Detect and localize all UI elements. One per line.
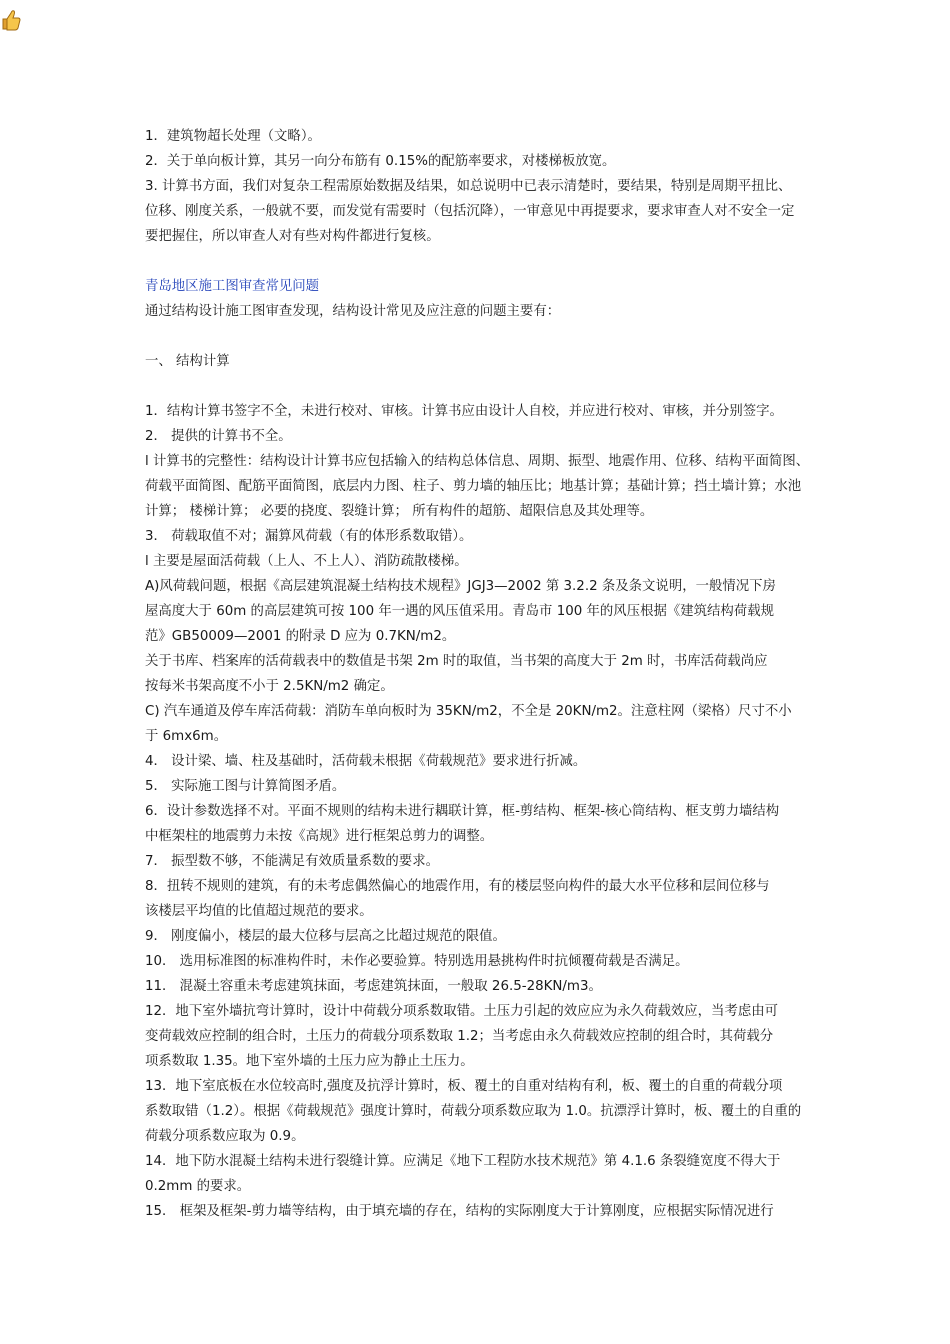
issue-paragraph xyxy=(145,924,825,949)
text-line: 按每米书架高度不小于 2.5KN/m2 确定。 xyxy=(145,679,394,694)
issue-paragraph xyxy=(145,574,825,649)
issue-paragraph xyxy=(145,799,825,849)
thumbs-up-icon xyxy=(0,8,22,32)
text-line: 3． 荷载取值不对；漏算风荷载（有的体形系数取错）。 xyxy=(145,529,473,544)
text-line: l 计算书的完整性：结构设计计算书应包括输入的结构总体信息、周期、振型、地震作用、位移、结构平面简图、 xyxy=(145,454,810,469)
issue-paragraph xyxy=(145,749,825,774)
text-line: 0.2mm 的要求。 xyxy=(145,1179,251,1194)
top-notes xyxy=(145,124,825,249)
note-paragraph xyxy=(145,174,825,249)
issue-paragraph xyxy=(145,1149,825,1199)
text-line: 该楼层平均值的比值超过规范的要求。 xyxy=(145,904,373,919)
text-line: 10． 选用标准图的标准构件时，未作必要验算。特别选用悬挑构件时抗倾覆荷载是否满足。 xyxy=(145,954,689,969)
issue-paragraph xyxy=(145,524,825,549)
issue-paragraph xyxy=(145,449,825,524)
text-line: 1．结构计算书签字不全，未进行校对、审核。计算书应由设计人自校，并应进行校对、审核，并分别签字。 xyxy=(145,404,783,419)
text-line: 荷载分项系数应取为 0.9。 xyxy=(145,1129,305,1144)
text-line: 项系数取 1.35。地下室外墙的土压力应为静止土压力。 xyxy=(145,1054,474,1069)
text-line: 范》GB50009—2001 的附录 D 应为 0.7KN/m2。 xyxy=(145,629,456,644)
issue-paragraph xyxy=(145,999,825,1074)
issue-paragraph xyxy=(145,549,825,574)
text-line: 位移、刚度关系，一般就不要，而发觉有需要时（包括沉降），一审意见中再提要求，要求审查人对不安全一定 xyxy=(145,204,795,219)
issue-paragraph xyxy=(145,849,825,874)
text-line: C) 汽车通道及停车库活荷载：消防车单向板时为 35KN/m2，不全是 20KN/m2。注意柱网（梁格）尺寸不小 xyxy=(145,704,792,719)
text-line: 1．建筑物超长处理（文略）。 xyxy=(145,129,321,144)
issue-paragraph xyxy=(145,949,825,974)
text-line: 11． 混凝土容重未考虑建筑抹面，考虑建筑抹面，一般取 26.5-28KN/m3。 xyxy=(145,979,602,994)
section-link-title[interactable]: 青岛地区施工图审查常见问题 xyxy=(145,279,320,294)
text-line: 关于书库、档案库的活荷载表中的数值是书架 2m 时的取值，当书架的高度大于 2m 时，书库活荷载尚应 xyxy=(145,654,768,669)
note-paragraph xyxy=(145,124,825,149)
note-paragraph xyxy=(145,149,825,174)
intro-text: 通过结构设计施工图审查发现，结构设计常见及应注意的问题主要有： xyxy=(145,304,561,319)
issue-paragraph xyxy=(145,649,825,699)
issue-paragraph xyxy=(145,1074,825,1149)
text-line: 屋高度大于 60m 的高层建筑可按 100 年一遇的风压值采用。青岛市 100 年的风压根据《建筑结构荷载规 xyxy=(145,604,774,619)
issue-paragraph xyxy=(145,399,825,424)
text-line: 9． 刚度偏小，楼层的最大位移与层高之比超过规范的限值。 xyxy=(145,929,506,944)
text-line: 15． 框架及框架-剪力墙等结构，由于填充墙的存在，结构的实际刚度大于计算刚度，应根据实际情况进行 xyxy=(145,1204,774,1219)
text-line: l 主要是屋面活荷载（上人、不上人）、消防疏散楼梯。 xyxy=(145,554,468,569)
text-line: 于 6mx6m。 xyxy=(145,729,228,744)
text-line: 荷载平面简图、配筋平面简图，底层内力图、柱子、剪力墙的轴压比；地基计算；基础计算；挡土墙计算；水池 xyxy=(145,479,802,494)
text-line: 13．地下室底板在水位较高时,强度及抗浮计算时，板、覆土的自重对结构有利，板、覆土的自重的荷载分项 xyxy=(145,1079,783,1094)
text-line: 7． 振型数不够，不能满足有效质量系数的要求。 xyxy=(145,854,439,869)
text-line: 5． 实际施工图与计算简图矛盾。 xyxy=(145,779,346,794)
issue-paragraph xyxy=(145,774,825,799)
text-line: 14．地下防水混凝土结构未进行裂缝计算。应满足《地下工程防水技术规范》第 4.1.6 条裂缝宽度不得大于 xyxy=(145,1154,781,1169)
issue-paragraph xyxy=(145,874,825,924)
issue-paragraph xyxy=(145,424,825,449)
text-line: 中框架柱的地震剪力未按《高规》进行框架总剪力的调整。 xyxy=(145,829,494,844)
document-body xyxy=(145,124,825,1224)
text-line: A)风荷载问题，根据《高层建筑混凝土结构技术规程》JGJ3—2002 第 3.2.2 条及条文说明，一般情况下房 xyxy=(145,579,776,594)
issue-paragraph xyxy=(145,699,825,749)
text-line: 计算； 楼梯计算； 必要的挠度、裂缝计算； 所有构件的超筋、超限信息及其处理等。 xyxy=(145,504,654,519)
text-line: 4． 设计梁、墙、柱及基础时，活荷载未根据《荷载规范》要求进行折减。 xyxy=(145,754,587,769)
text-line: 系数取错（1.2）。根据《荷载规范》强度计算时，荷载分项系数应取为 1.0。抗漂浮计算时，板、覆土的自重的 xyxy=(145,1104,802,1119)
text-line: 变荷载效应控制的组合时，土压力的荷载分项系数取 1.2；当考虑由永久荷载效应控制的组合时，其荷载分 xyxy=(145,1029,774,1044)
issue-paragraph xyxy=(145,1199,825,1224)
issue-paragraph xyxy=(145,974,825,999)
text-line: 8．扭转不规则的建筑，有的未考虑偶然偏心的地震作用，有的楼层竖向构件的最大水平位移和层间位移与 xyxy=(145,879,770,894)
text-line: 6．设计参数选择不对。平面不规则的结构未进行耦联计算，框-剪结构、框架-核心筒结构、框支剪力墙结构 xyxy=(145,804,780,819)
text-line: 要把握住，所以审查人对有些对构件都进行复核。 xyxy=(145,229,440,244)
text-line: 2． 提供的计算书不全。 xyxy=(145,429,292,444)
section-heading: 一、 结构计算 xyxy=(145,354,230,369)
issue-list xyxy=(145,399,825,1224)
text-line: 3. 计算书方面，我们对复杂工程需原始数据及结果，如总说明中已表示清楚时，要结果，特别是周期平扭比、 xyxy=(145,179,792,194)
text-line: 2．关于单向板计算，其另一向分布筋有 0.15%的配筋率要求，对楼梯板放宽。 xyxy=(145,154,616,169)
text-line: 12．地下室外墙抗弯计算时，设计中荷载分项系数取错。土压力引起的效应应为永久荷载效应，当考虑由可 xyxy=(145,1004,779,1019)
